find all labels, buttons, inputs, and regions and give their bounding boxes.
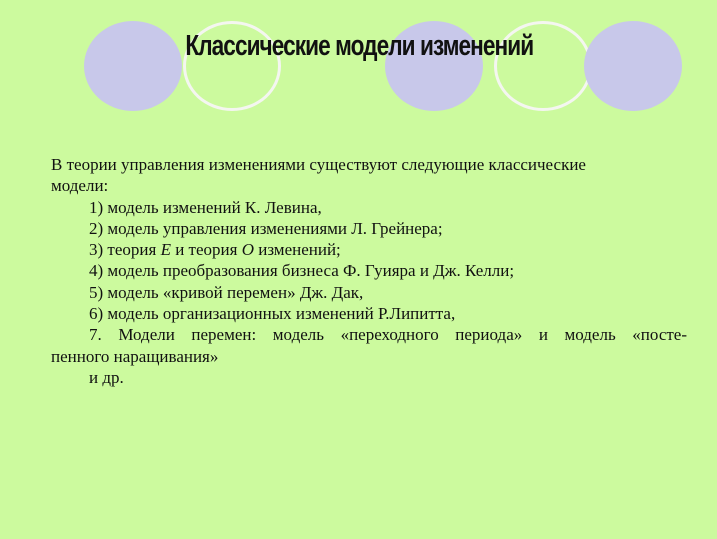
list-item-2: 2) модель управления изменениями Л. Грейнера; — [89, 218, 443, 238]
item3-suffix: изменений; — [253, 240, 341, 260]
list-item-6: 6) модель организационных изменений Р.Липитта, — [89, 304, 456, 324]
slide-body — [51, 154, 687, 388]
list-item-1: 1) модель изменений К. Левина, — [89, 197, 322, 217]
item3-o: O — [241, 240, 254, 260]
slide-title: Классические модели изменений — [185, 30, 534, 62]
item3-e: E — [160, 240, 171, 260]
list-item-7 — [51, 324, 687, 345]
closing-text: и др. — [89, 367, 124, 387]
list-item-3 — [51, 239, 687, 260]
list-item-5: 5) модель «кривой перемен» Дж. Дак, — [89, 282, 364, 302]
item7-line-1: 7. Модели перемен: модель «переходного периода» и модель «посте- — [89, 325, 687, 345]
list-item-4: 4) модель преобразования бизнеса Ф. Гуияра и Дж. Келли; — [89, 261, 515, 281]
intro-line-2: модели: — [51, 176, 109, 196]
item7-line-2: пенного наращивания» — [51, 346, 219, 366]
item3-middle: и теория — [170, 240, 242, 260]
item3-prefix: 3) теория — [89, 240, 161, 260]
intro-line-1: В теории управления изменениями существуют следующие классические — [51, 155, 586, 174]
